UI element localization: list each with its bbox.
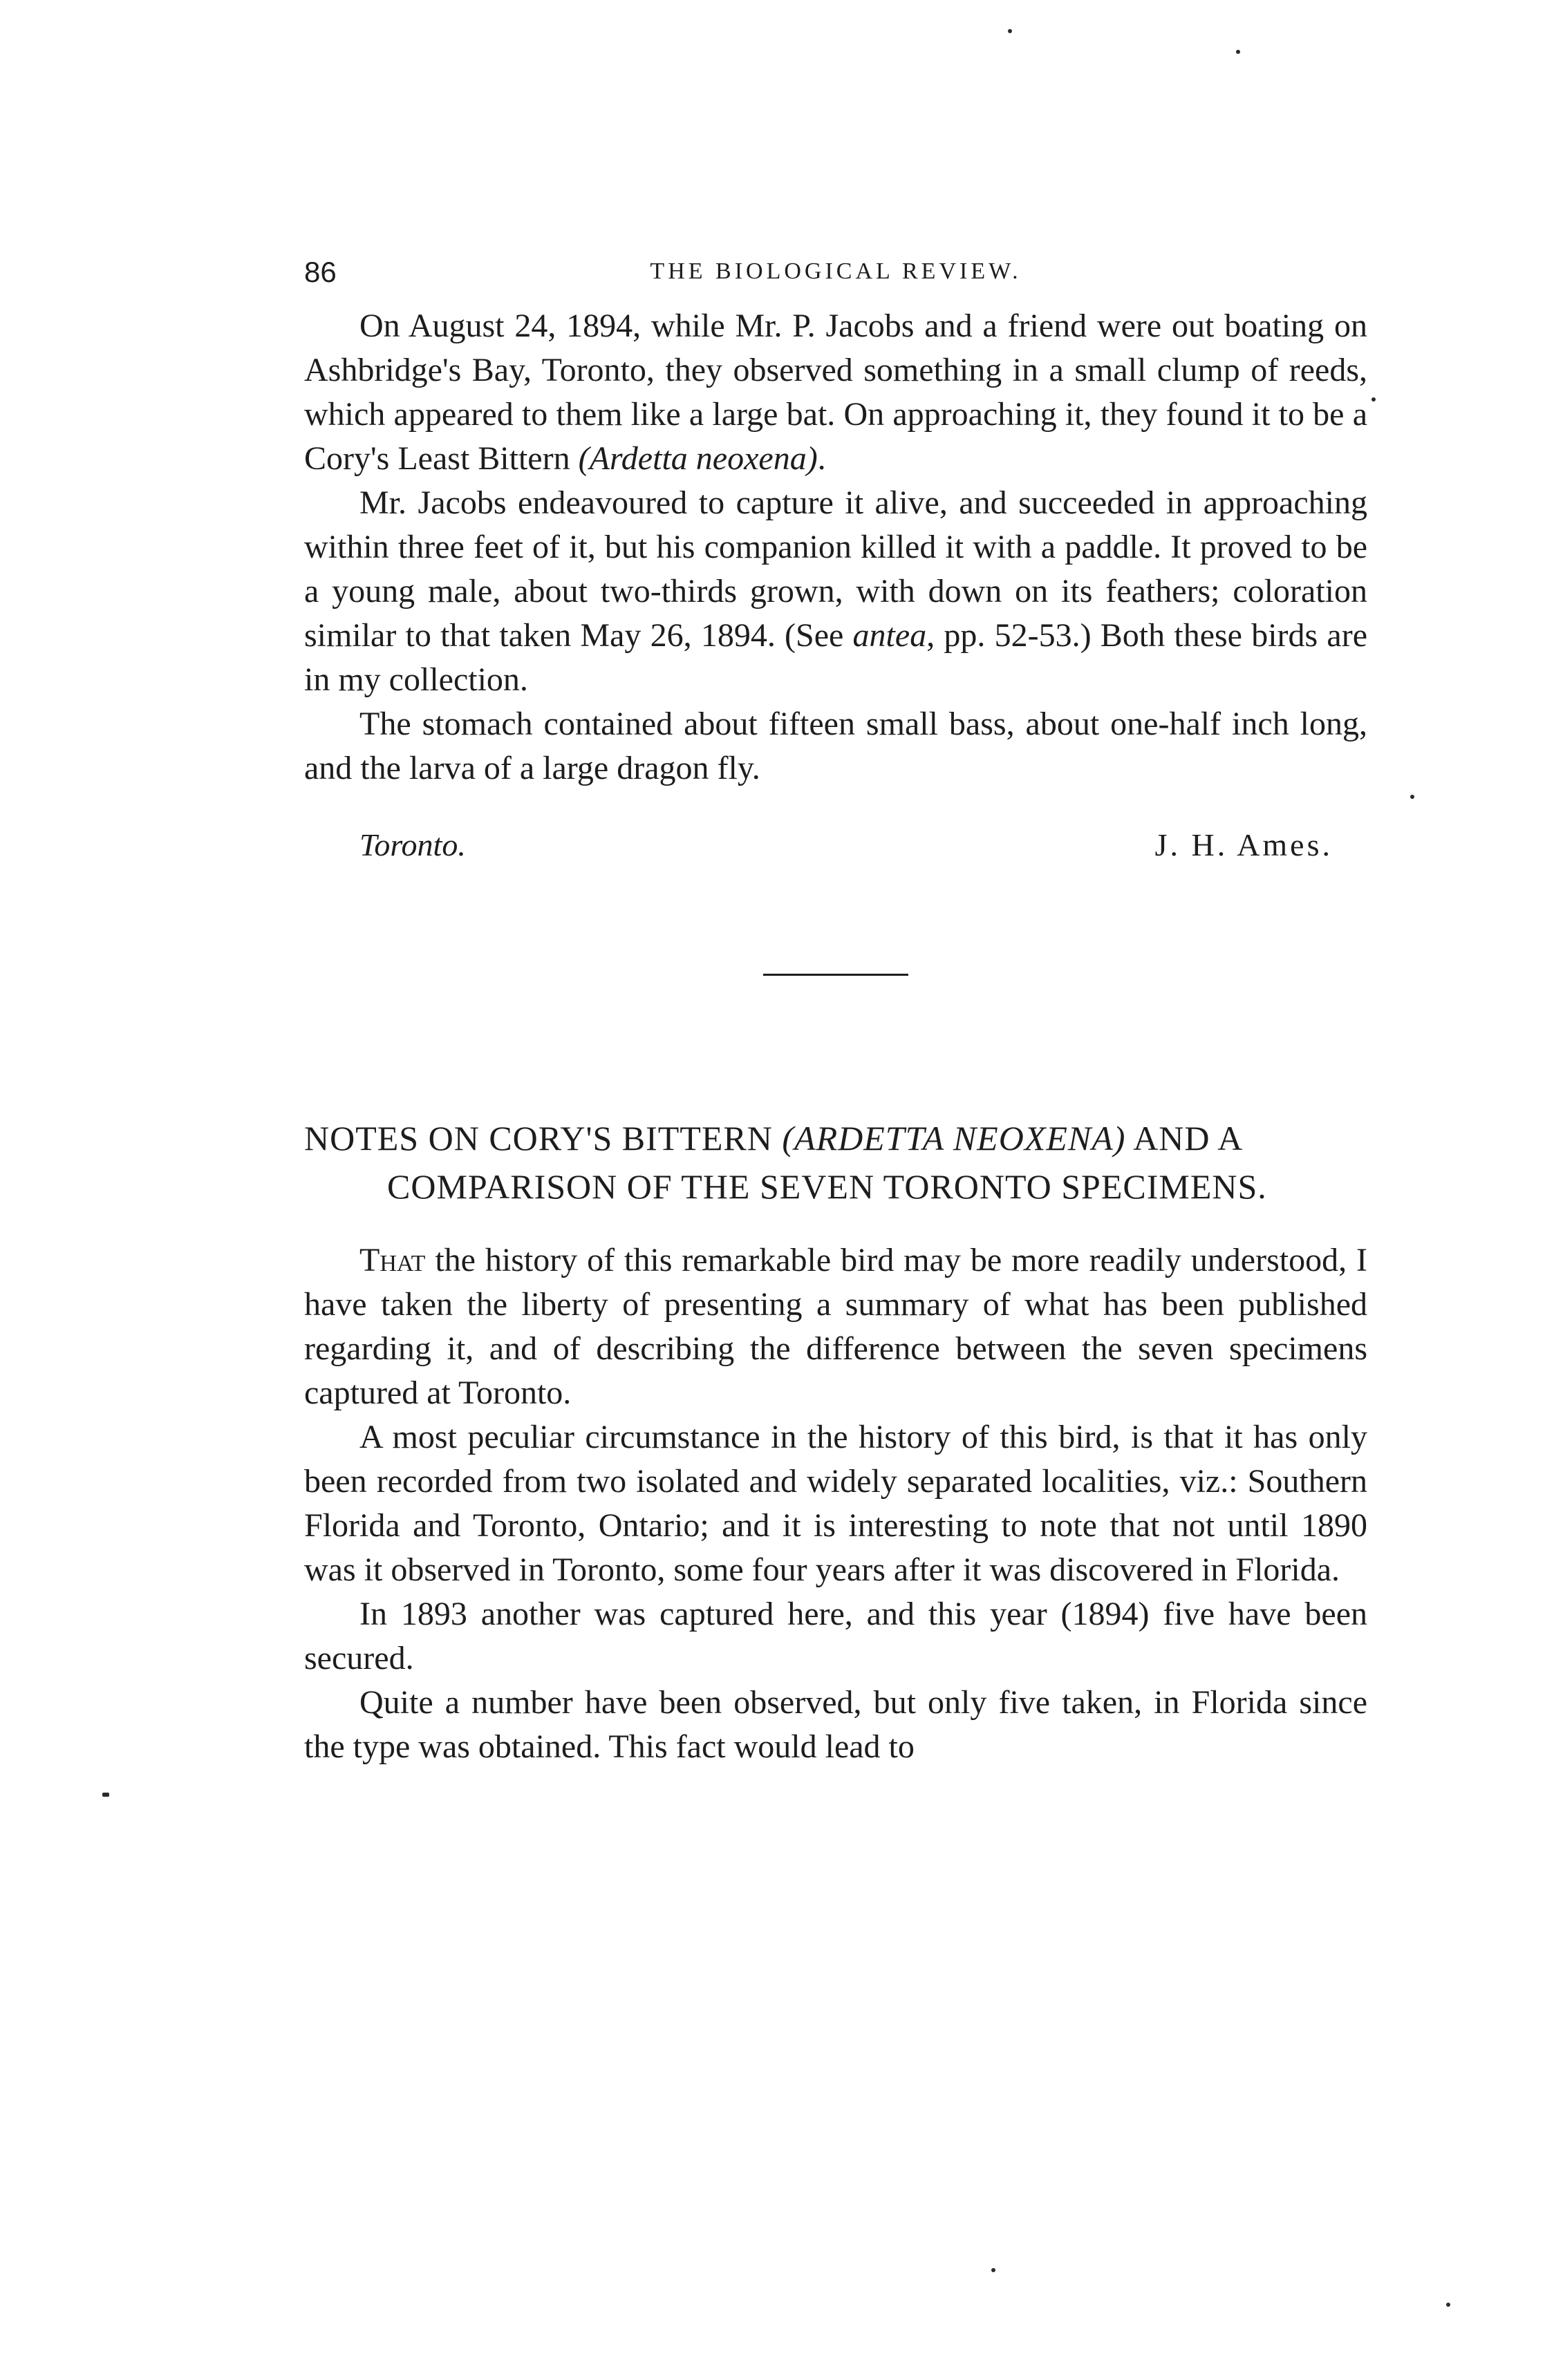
signature-author: J. H. Ames. xyxy=(1154,827,1333,862)
section-divider xyxy=(763,974,908,976)
signature-place: Toronto. xyxy=(359,827,466,862)
note-paragraph-2: Mr. Jacobs endeavoured to capture it alive, and succeeded in approaching within three feet of it, but his companion killed it with a paddle. It proved to be a young male, about two-thirds grown, with down on its feathers; coloration similar to that taken May 26, 1894. (See antea, pp. 52-53.) Both these birds are in my collection. xyxy=(304,484,1367,698)
article-paragraph-2: A most peculiar circumstance in the history of this bird, is that it has only been recorded from two isolated and widely separated localities, viz.: Southern Florida and Toronto, Ontario; and it is interesting to note that not until 1890 was it observed in Toronto, some four years after it was discovered in Florida. xyxy=(304,1419,1367,1588)
scan-speck xyxy=(1410,795,1414,799)
article-paragraph-3: In 1893 another was captured here, and this year (1894) five have been secured. xyxy=(304,1596,1367,1677)
article-title: NOTES ON CORY'S BITTERN (ARDETTA NEOXENA) AND A COMPARISON OF THE SEVEN TORONTO SPECIMENS. xyxy=(304,1119,1267,1206)
scan-speck xyxy=(1008,29,1012,33)
page xyxy=(304,256,1367,1769)
scan-speck xyxy=(1236,50,1240,54)
signature-line xyxy=(304,827,1367,863)
article-title-species: (ARDETTA NEOXENA) xyxy=(782,1119,1126,1158)
article-paragraph-1: That the history of this remarkable bird may be more readily understood, I have taken the liberty of presenting a summary of what has been published regarding it, and of describing the difference between the seven specimens captured at Toronto. xyxy=(304,1242,1367,1411)
scan-speck xyxy=(1371,397,1376,402)
note-paragraph-3: The stomach contained about fifteen small bass, about one-half inch long, and the larva of a large dragon fly. xyxy=(304,706,1367,786)
journal-title: THE BIOLOGICAL REVIEW. xyxy=(650,258,1022,284)
scan-speck xyxy=(991,2268,995,2272)
page-number: 86 xyxy=(304,256,337,288)
article-paragraph-4: Quite a number have been observed, but only five taken, in Florida since the type was obtained. This fact would lead to xyxy=(304,1684,1367,1765)
scan-speck xyxy=(1446,2303,1450,2307)
species-name: (Ardetta neoxena) xyxy=(578,440,818,477)
running-head xyxy=(304,256,1367,304)
note-paragraph-1: On August 24, 1894, while Mr. P. Jacobs and a friend were out boating on Ashbridge's Bay, Toronto, they observed something in a small clump of reeds, which appeared to them like a large bat. On approaching it, they found it to be a Cory's Least Bittern (Ardetta neoxena). xyxy=(304,308,1367,477)
scan-speck xyxy=(102,1793,109,1797)
antea-reference: antea xyxy=(852,617,927,654)
lead-word: That xyxy=(359,1242,426,1278)
